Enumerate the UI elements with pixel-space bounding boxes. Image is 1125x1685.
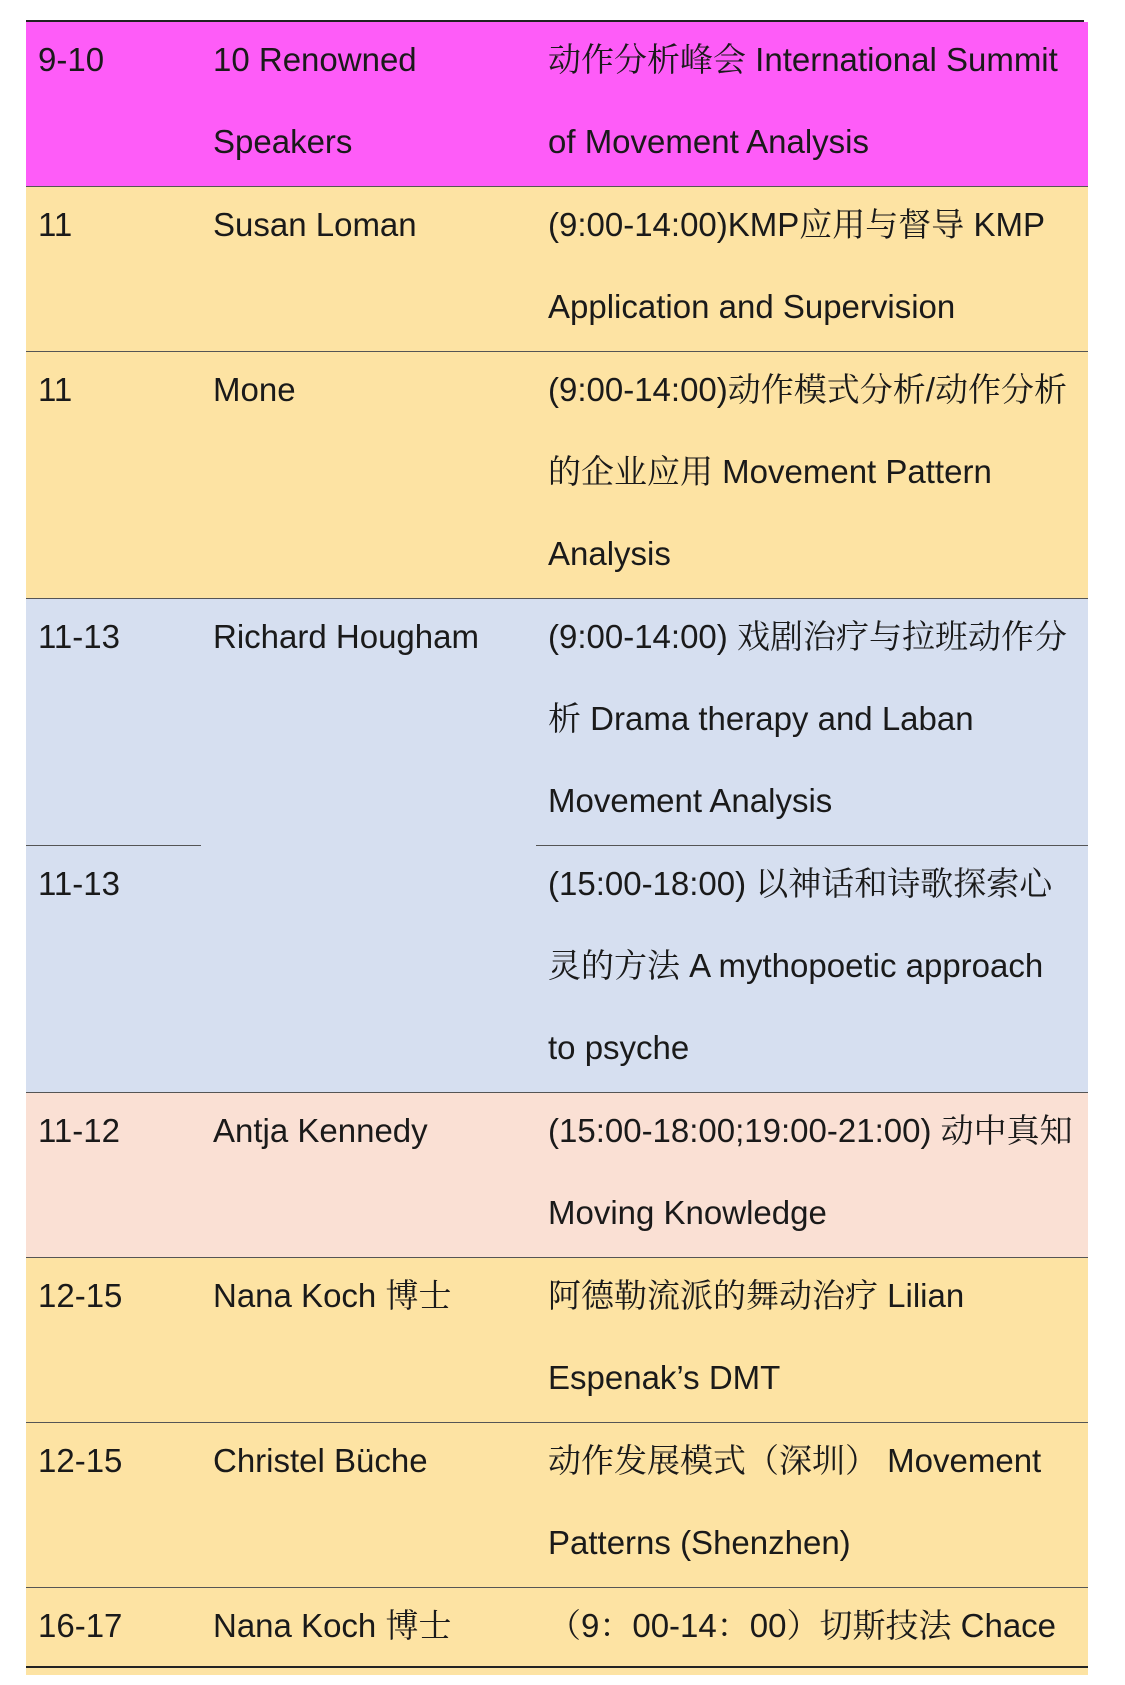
course-cell: （9：00-14：00）切斯技法 Chace (536, 1588, 1088, 1676)
speaker-cell: Antja Kennedy (201, 1093, 536, 1258)
date-cell: 12-15 (26, 1258, 201, 1423)
date-cell: 11-13 (26, 846, 201, 1093)
table-row (26, 1423, 1088, 1588)
table-row (26, 599, 1088, 846)
speaker-cell: Susan Loman (201, 187, 536, 352)
date-cell: 11-13 (26, 599, 201, 846)
schedule-table (26, 22, 1088, 1675)
course-cell: (15:00-18:00) 以神话和诗歌探索心灵的方法 A mythopoetic approach to psyche (536, 846, 1088, 1093)
table-row (26, 1588, 1088, 1676)
speaker-cell: Richard Hougham (201, 599, 536, 1093)
table-bottom-rule (26, 1666, 1088, 1668)
course-cell: (15:00-18:00;19:00-21:00) 动中真知 Moving Knowledge (536, 1093, 1088, 1258)
table-row (26, 352, 1088, 599)
course-cell: (9:00-14:00) 戏剧治疗与拉班动作分析 Drama therapy and Laban Movement Analysis (536, 599, 1088, 846)
table-row (26, 1258, 1088, 1423)
table-row (26, 846, 1088, 1093)
date-cell: 11-12 (26, 1093, 201, 1258)
speaker-cell: Nana Koch 博士 (201, 1588, 536, 1676)
course-cell: 动作发展模式（深圳） Movement Patterns (Shenzhen) (536, 1423, 1088, 1588)
speaker-cell: Nana Koch 博士 (201, 1258, 536, 1423)
date-cell: 9-10 (26, 22, 201, 187)
date-cell: 12-15 (26, 1423, 201, 1588)
speaker-cell: Christel Büche (201, 1423, 536, 1588)
date-cell: 11 (26, 187, 201, 352)
speaker-cell: Mone (201, 352, 536, 599)
course-cell: (9:00-14:00)KMP应用与督导 KMP Application and Supervision (536, 187, 1088, 352)
course-cell: 动作分析峰会 International Summit of Movement Analysis (536, 22, 1088, 187)
table-row (26, 22, 1088, 187)
speaker-cell: 10 Renowned Speakers (201, 22, 536, 187)
date-cell: 11 (26, 352, 201, 599)
table-row (26, 187, 1088, 352)
course-cell: (9:00-14:00)动作模式分析/动作分析的企业应用 Movement Pattern Analysis (536, 352, 1088, 599)
course-cell: 阿德勒流派的舞动治疗 Lilian Espenak’s DMT (536, 1258, 1088, 1423)
table-row (26, 1093, 1088, 1258)
date-cell: 16-17 (26, 1588, 201, 1676)
